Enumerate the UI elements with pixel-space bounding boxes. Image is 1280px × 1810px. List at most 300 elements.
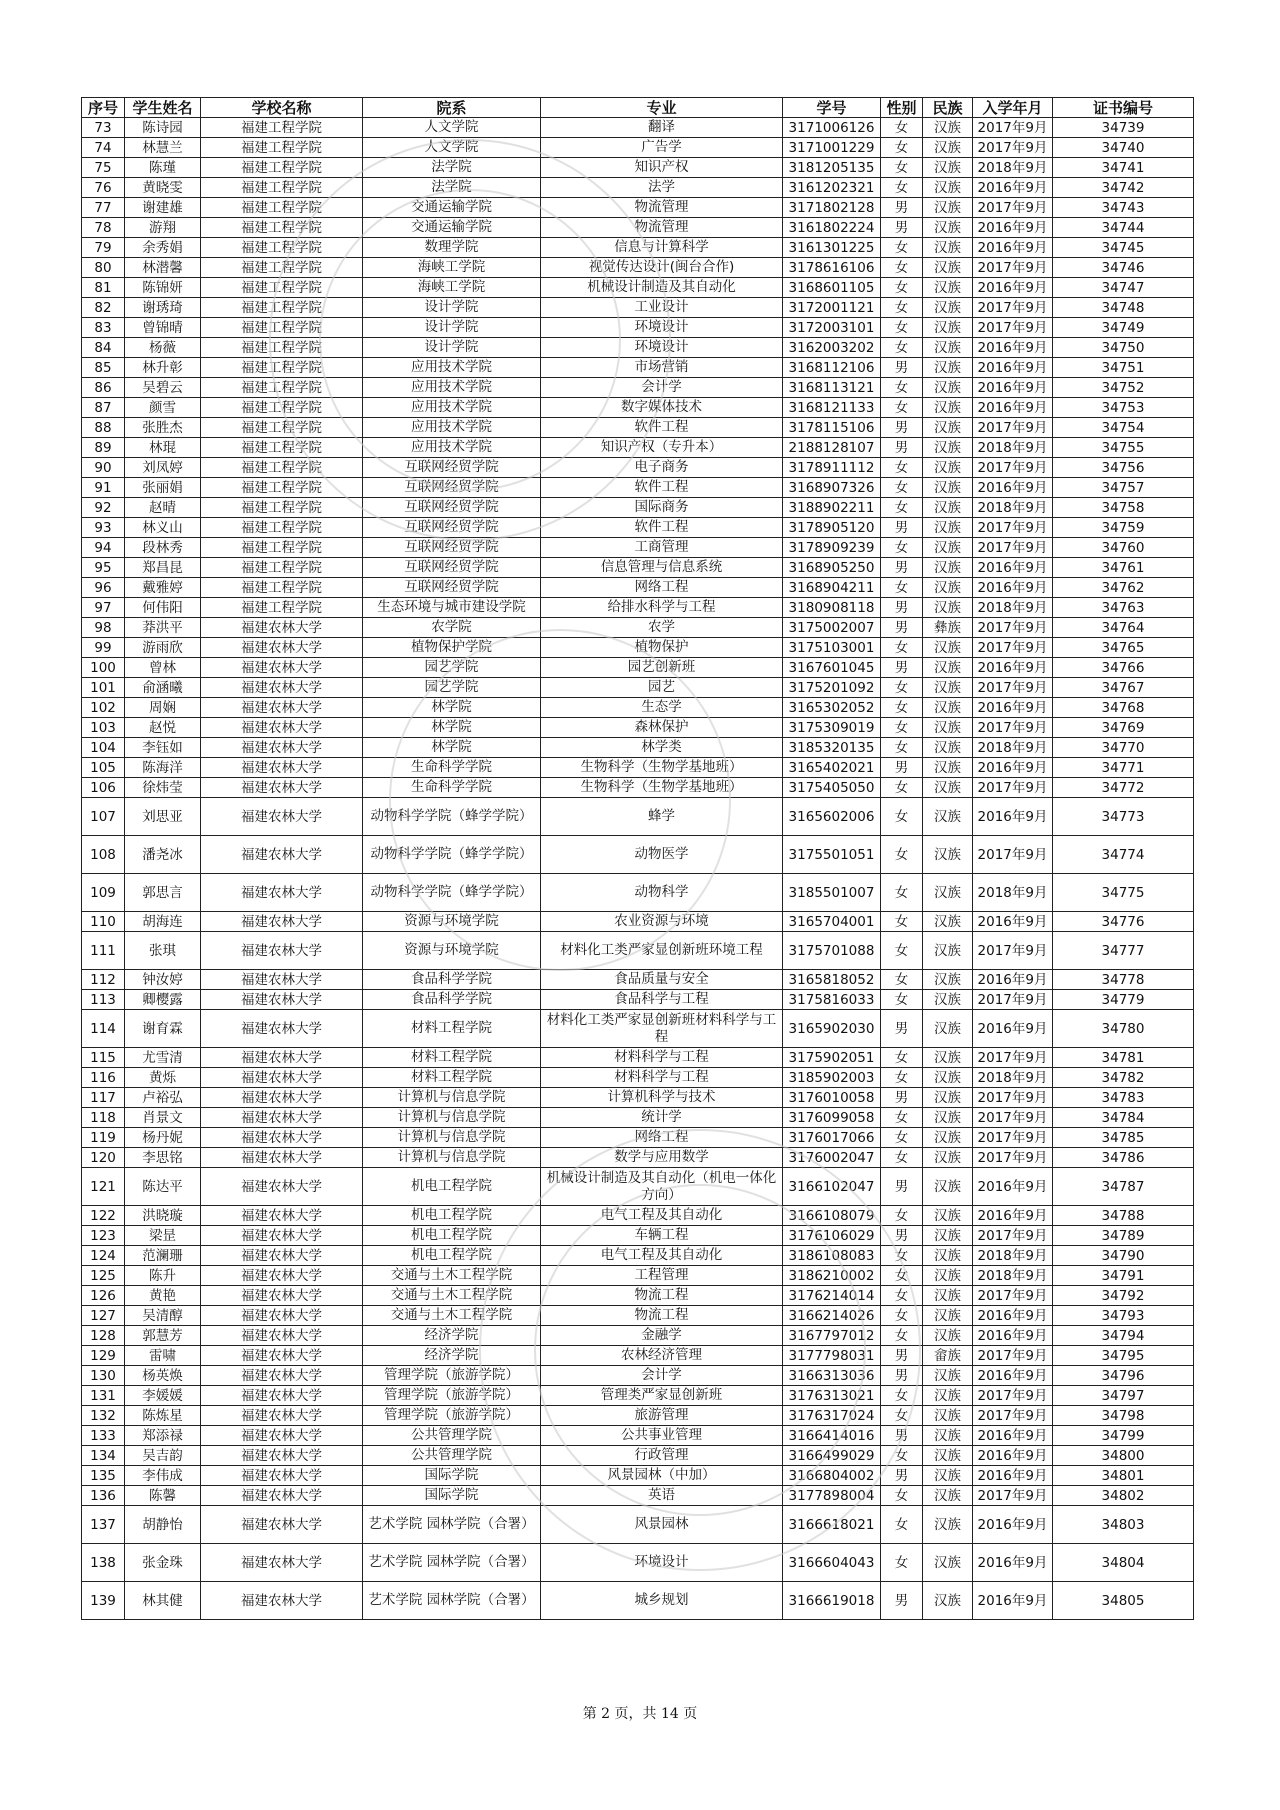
cell-student-name: 陈瑾 <box>125 158 201 178</box>
cell-index: 107 <box>82 798 125 836</box>
cell-index: 83 <box>82 318 125 338</box>
cell-school: 福建农林大学 <box>201 1426 363 1446</box>
cell-enrollment: 2017年9月 <box>973 1108 1053 1128</box>
cell-school: 福建工程学院 <box>201 338 363 358</box>
cell-enrollment: 2017年9月 <box>973 678 1053 698</box>
cell-certificate-no: 34752 <box>1053 378 1194 398</box>
cell-student-id: 3176010058 <box>783 1088 881 1108</box>
cell-index: 82 <box>82 298 125 318</box>
header-major: 专业 <box>541 98 783 118</box>
cell-student-name: 郑添禄 <box>125 1426 201 1446</box>
cell-department: 应用技术学院 <box>363 378 541 398</box>
cell-student-name: 潘尧冰 <box>125 836 201 874</box>
cell-school: 福建农林大学 <box>201 1544 363 1582</box>
cell-certificate-no: 34758 <box>1053 498 1194 518</box>
cell-student-id: 3176106029 <box>783 1226 881 1246</box>
table-row <box>82 758 1194 778</box>
cell-school: 福建农林大学 <box>201 970 363 990</box>
cell-student-name: 游雨欣 <box>125 638 201 658</box>
cell-ethnicity: 汉族 <box>923 498 973 518</box>
cell-student-name: 尤雪清 <box>125 1048 201 1068</box>
cell-index: 108 <box>82 836 125 874</box>
cell-department: 材料工程学院 <box>363 1068 541 1088</box>
cell-major: 网络工程 <box>541 578 783 598</box>
cell-student-id: 3166108079 <box>783 1206 881 1226</box>
cell-ethnicity: 汉族 <box>923 1486 973 1506</box>
cell-ethnicity: 汉族 <box>923 1266 973 1286</box>
cell-ethnicity: 汉族 <box>923 558 973 578</box>
cell-gender: 女 <box>881 1048 923 1068</box>
cell-gender: 女 <box>881 538 923 558</box>
cell-major: 材料科学与工程 <box>541 1068 783 1088</box>
cell-student-name: 俞涵曦 <box>125 678 201 698</box>
cell-major: 车辆工程 <box>541 1226 783 1246</box>
cell-enrollment: 2018年9月 <box>973 1246 1053 1266</box>
table-row <box>82 1406 1194 1426</box>
cell-index: 126 <box>82 1286 125 1306</box>
cell-certificate-no: 34798 <box>1053 1406 1194 1426</box>
cell-school: 福建农林大学 <box>201 738 363 758</box>
table-row <box>82 478 1194 498</box>
cell-department: 互联网经贸学院 <box>363 518 541 538</box>
cell-student-name: 郭思言 <box>125 874 201 912</box>
cell-certificate-no: 34743 <box>1053 198 1194 218</box>
cell-student-name: 段林秀 <box>125 538 201 558</box>
cell-certificate-no: 34775 <box>1053 874 1194 912</box>
cell-gender: 女 <box>881 238 923 258</box>
cell-department: 海峡工学院 <box>363 278 541 298</box>
table-row <box>82 598 1194 618</box>
table-row <box>82 398 1194 418</box>
cell-department: 计算机与信息学院 <box>363 1108 541 1128</box>
cell-enrollment: 2016年9月 <box>973 1206 1053 1226</box>
cell-student-name: 梁昰 <box>125 1226 201 1246</box>
cell-enrollment: 2016年9月 <box>973 758 1053 778</box>
cell-major: 物流工程 <box>541 1286 783 1306</box>
cell-student-name: 李思铭 <box>125 1148 201 1168</box>
cell-enrollment: 2017年9月 <box>973 318 1053 338</box>
header-student-name: 学生姓名 <box>125 98 201 118</box>
cell-certificate-no: 34754 <box>1053 418 1194 438</box>
table-row <box>82 1346 1194 1366</box>
cell-student-name: 陈馨 <box>125 1486 201 1506</box>
cell-ethnicity: 汉族 <box>923 1108 973 1128</box>
cell-index: 106 <box>82 778 125 798</box>
cell-department: 互联网经贸学院 <box>363 578 541 598</box>
cell-department: 艺术学院 园林学院（合署） <box>363 1506 541 1544</box>
cell-student-id: 3165602006 <box>783 798 881 836</box>
cell-enrollment: 2017年9月 <box>973 518 1053 538</box>
table-row <box>82 1128 1194 1148</box>
cell-school: 福建工程学院 <box>201 478 363 498</box>
cell-ethnicity: 汉族 <box>923 836 973 874</box>
cell-major: 风景园林 <box>541 1506 783 1544</box>
cell-ethnicity: 汉族 <box>923 970 973 990</box>
cell-index: 80 <box>82 258 125 278</box>
cell-school: 福建农林大学 <box>201 638 363 658</box>
cell-gender: 男 <box>881 1168 923 1206</box>
table-row <box>82 1306 1194 1326</box>
cell-enrollment: 2017年9月 <box>973 418 1053 438</box>
cell-enrollment: 2016年9月 <box>973 358 1053 378</box>
table-row <box>82 1286 1194 1306</box>
cell-student-name: 林升彰 <box>125 358 201 378</box>
cell-index: 79 <box>82 238 125 258</box>
cell-certificate-no: 34805 <box>1053 1582 1194 1620</box>
cell-gender: 男 <box>881 558 923 578</box>
cell-gender: 女 <box>881 990 923 1010</box>
cell-gender: 女 <box>881 278 923 298</box>
cell-enrollment: 2016年9月 <box>973 218 1053 238</box>
cell-index: 75 <box>82 158 125 178</box>
cell-enrollment: 2017年9月 <box>973 638 1053 658</box>
cell-student-name: 谢育霖 <box>125 1010 201 1048</box>
cell-ethnicity: 汉族 <box>923 1010 973 1048</box>
certificate-list-sheet <box>81 97 1193 1620</box>
cell-student-id: 3161802224 <box>783 218 881 238</box>
cell-gender: 女 <box>881 836 923 874</box>
cell-student-name: 范澜珊 <box>125 1246 201 1266</box>
cell-enrollment: 2016年9月 <box>973 1466 1053 1486</box>
cell-student-id: 3171001229 <box>783 138 881 158</box>
cell-student-name: 杨丹妮 <box>125 1128 201 1148</box>
cell-major: 环境设计 <box>541 318 783 338</box>
cell-ethnicity: 汉族 <box>923 458 973 478</box>
cell-student-id: 3177798031 <box>783 1346 881 1366</box>
cell-gender: 男 <box>881 618 923 638</box>
cell-student-id: 3161301225 <box>783 238 881 258</box>
cell-ethnicity: 汉族 <box>923 378 973 398</box>
cell-gender: 男 <box>881 1366 923 1386</box>
cell-student-name: 徐炜莹 <box>125 778 201 798</box>
cell-ethnicity: 汉族 <box>923 518 973 538</box>
table-row <box>82 912 1194 932</box>
cell-index: 117 <box>82 1088 125 1108</box>
table-row <box>82 418 1194 438</box>
cell-enrollment: 2016年9月 <box>973 698 1053 718</box>
cell-school: 福建工程学院 <box>201 138 363 158</box>
cell-index: 96 <box>82 578 125 598</box>
cell-student-name: 莽洪平 <box>125 618 201 638</box>
cell-index: 104 <box>82 738 125 758</box>
cell-certificate-no: 34740 <box>1053 138 1194 158</box>
cell-student-id: 3175816033 <box>783 990 881 1010</box>
cell-major: 知识产权 <box>541 158 783 178</box>
cell-student-id: 3185501007 <box>783 874 881 912</box>
cell-student-name: 李钰如 <box>125 738 201 758</box>
cell-gender: 女 <box>881 912 923 932</box>
cell-department: 食品科学学院 <box>363 990 541 1010</box>
page-footer: 第 2 页，共 14 页 <box>582 1706 698 1722</box>
cell-major: 工商管理 <box>541 538 783 558</box>
cell-student-id: 3166604043 <box>783 1544 881 1582</box>
cell-index: 74 <box>82 138 125 158</box>
cell-department: 经济学院 <box>363 1326 541 1346</box>
cell-index: 128 <box>82 1326 125 1346</box>
cell-student-name: 陈升 <box>125 1266 201 1286</box>
cell-index: 137 <box>82 1506 125 1544</box>
cell-student-name: 谢琇琦 <box>125 298 201 318</box>
cell-student-id: 3181205135 <box>783 158 881 178</box>
cell-index: 93 <box>82 518 125 538</box>
cell-major: 园艺 <box>541 678 783 698</box>
cell-enrollment: 2016年9月 <box>973 478 1053 498</box>
cell-student-name: 颜雪 <box>125 398 201 418</box>
cell-school: 福建农林大学 <box>201 718 363 738</box>
cell-major: 环境设计 <box>541 338 783 358</box>
cell-school: 福建工程学院 <box>201 418 363 438</box>
cell-enrollment: 2017年9月 <box>973 836 1053 874</box>
table-row <box>82 1246 1194 1266</box>
cell-enrollment: 2016年9月 <box>973 558 1053 578</box>
table-row <box>82 1366 1194 1386</box>
cell-certificate-no: 34745 <box>1053 238 1194 258</box>
cell-school: 福建工程学院 <box>201 518 363 538</box>
cell-index: 98 <box>82 618 125 638</box>
cell-major: 公共事业管理 <box>541 1426 783 1446</box>
cell-enrollment: 2016年9月 <box>973 178 1053 198</box>
cell-gender: 女 <box>881 1266 923 1286</box>
cell-ethnicity: 汉族 <box>923 1466 973 1486</box>
header-gender: 性别 <box>881 98 923 118</box>
cell-enrollment: 2018年9月 <box>973 438 1053 458</box>
cell-ethnicity: 汉族 <box>923 538 973 558</box>
cell-department: 计算机与信息学院 <box>363 1128 541 1148</box>
cell-student-name: 张丽娟 <box>125 478 201 498</box>
cell-gender: 女 <box>881 258 923 278</box>
cell-gender: 女 <box>881 478 923 498</box>
cell-department: 动物科学学院（蜂学学院） <box>363 836 541 874</box>
header-student-id: 学号 <box>783 98 881 118</box>
cell-department: 林学院 <box>363 718 541 738</box>
cell-school: 福建工程学院 <box>201 318 363 338</box>
header-department: 院系 <box>363 98 541 118</box>
cell-ethnicity: 畲族 <box>923 1346 973 1366</box>
cell-certificate-no: 34788 <box>1053 1206 1194 1226</box>
cell-department: 海峡工学院 <box>363 258 541 278</box>
cell-major: 会计学 <box>541 1366 783 1386</box>
cell-school: 福建工程学院 <box>201 498 363 518</box>
cell-gender: 女 <box>881 1148 923 1168</box>
table-row <box>82 498 1194 518</box>
cell-student-id: 3166619018 <box>783 1582 881 1620</box>
cell-certificate-no: 34800 <box>1053 1446 1194 1466</box>
cell-index: 109 <box>82 874 125 912</box>
cell-gender: 女 <box>881 138 923 158</box>
cell-student-id: 3175902051 <box>783 1048 881 1068</box>
cell-major: 机械设计制造及其自动化 <box>541 278 783 298</box>
cell-index: 88 <box>82 418 125 438</box>
cell-major: 城乡规划 <box>541 1582 783 1620</box>
cell-school: 福建农林大学 <box>201 1048 363 1068</box>
table-row <box>82 678 1194 698</box>
cell-certificate-no: 34781 <box>1053 1048 1194 1068</box>
cell-student-id: 3172003101 <box>783 318 881 338</box>
cell-school: 福建农林大学 <box>201 1068 363 1088</box>
cell-gender: 男 <box>881 218 923 238</box>
cell-major: 物流管理 <box>541 198 783 218</box>
cell-department: 机电工程学院 <box>363 1246 541 1266</box>
cell-enrollment: 2017年9月 <box>973 258 1053 278</box>
cell-student-name: 赵晴 <box>125 498 201 518</box>
cell-ethnicity: 汉族 <box>923 990 973 1010</box>
cell-department: 林学院 <box>363 738 541 758</box>
cell-certificate-no: 34765 <box>1053 638 1194 658</box>
cell-gender: 女 <box>881 1486 923 1506</box>
cell-student-id: 3176002047 <box>783 1148 881 1168</box>
cell-index: 119 <box>82 1128 125 1148</box>
table-row <box>82 118 1194 138</box>
cell-student-id: 3178909239 <box>783 538 881 558</box>
cell-certificate-no: 34761 <box>1053 558 1194 578</box>
cell-department: 生命科学学院 <box>363 778 541 798</box>
cell-enrollment: 2016年9月 <box>973 578 1053 598</box>
cell-department: 国际学院 <box>363 1486 541 1506</box>
cell-major: 软件工程 <box>541 418 783 438</box>
table-row <box>82 1068 1194 1088</box>
cell-ethnicity: 汉族 <box>923 138 973 158</box>
cell-student-name: 陈锦妍 <box>125 278 201 298</box>
cell-student-name: 谢建雄 <box>125 198 201 218</box>
cell-certificate-no: 34767 <box>1053 678 1194 698</box>
cell-school: 福建农林大学 <box>201 758 363 778</box>
table-row <box>82 1544 1194 1582</box>
cell-school: 福建工程学院 <box>201 558 363 578</box>
cell-school: 福建农林大学 <box>201 1226 363 1246</box>
cell-school: 福建农林大学 <box>201 1582 363 1620</box>
cell-student-id: 3176017066 <box>783 1128 881 1148</box>
table-row <box>82 798 1194 836</box>
cell-index: 84 <box>82 338 125 358</box>
cell-certificate-no: 34773 <box>1053 798 1194 836</box>
cell-school: 福建农林大学 <box>201 912 363 932</box>
table-row <box>82 658 1194 678</box>
cell-index: 76 <box>82 178 125 198</box>
cell-gender: 女 <box>881 638 923 658</box>
cell-school: 福建农林大学 <box>201 1168 363 1206</box>
cell-major: 信息管理与信息系统 <box>541 558 783 578</box>
cell-student-name: 刘思亚 <box>125 798 201 836</box>
cell-student-id: 3168601105 <box>783 278 881 298</box>
cell-major: 物流工程 <box>541 1306 783 1326</box>
cell-major: 行政管理 <box>541 1446 783 1466</box>
cell-student-name: 雷啸 <box>125 1346 201 1366</box>
cell-certificate-no: 34774 <box>1053 836 1194 874</box>
cell-ethnicity: 汉族 <box>923 638 973 658</box>
cell-department: 动物科学学院（蜂学学院） <box>363 798 541 836</box>
cell-department: 经济学院 <box>363 1346 541 1366</box>
cell-student-id: 3161202321 <box>783 178 881 198</box>
cell-student-id: 3165818052 <box>783 970 881 990</box>
cell-enrollment: 2017年9月 <box>973 1486 1053 1506</box>
table-row <box>82 932 1194 970</box>
cell-department: 生命科学学院 <box>363 758 541 778</box>
cell-student-name: 卢裕弘 <box>125 1088 201 1108</box>
cell-student-name: 林潜馨 <box>125 258 201 278</box>
cell-ethnicity: 汉族 <box>923 1446 973 1466</box>
cell-major: 软件工程 <box>541 518 783 538</box>
cell-index: 92 <box>82 498 125 518</box>
cell-enrollment: 2016年9月 <box>973 278 1053 298</box>
cell-major: 法学 <box>541 178 783 198</box>
cell-ethnicity: 汉族 <box>923 398 973 418</box>
cell-department: 材料工程学院 <box>363 1048 541 1068</box>
cell-gender: 女 <box>881 798 923 836</box>
table-row <box>82 1148 1194 1168</box>
cell-certificate-no: 34750 <box>1053 338 1194 358</box>
cell-school: 福建农林大学 <box>201 836 363 874</box>
cell-ethnicity: 汉族 <box>923 318 973 338</box>
cell-certificate-no: 34747 <box>1053 278 1194 298</box>
cell-student-name: 林其健 <box>125 1582 201 1620</box>
cell-department: 材料工程学院 <box>363 1010 541 1048</box>
cell-ethnicity: 汉族 <box>923 298 973 318</box>
cell-gender: 男 <box>881 1582 923 1620</box>
cell-certificate-no: 34787 <box>1053 1168 1194 1206</box>
cell-enrollment: 2018年9月 <box>973 874 1053 912</box>
header-enrollment: 入学年月 <box>973 98 1053 118</box>
cell-index: 123 <box>82 1226 125 1246</box>
cell-index: 129 <box>82 1346 125 1366</box>
cell-enrollment: 2016年9月 <box>973 398 1053 418</box>
cell-major: 森林保护 <box>541 718 783 738</box>
cell-major: 金融学 <box>541 1326 783 1346</box>
table-row <box>82 1108 1194 1128</box>
cell-gender: 男 <box>881 358 923 378</box>
cell-ethnicity: 汉族 <box>923 1286 973 1306</box>
cell-department: 农学院 <box>363 618 541 638</box>
cell-student-name: 余秀娟 <box>125 238 201 258</box>
cell-ethnicity: 汉族 <box>923 1306 973 1326</box>
cell-student-name: 林慧兰 <box>125 138 201 158</box>
cell-enrollment: 2018年9月 <box>973 158 1053 178</box>
table-row <box>82 1088 1194 1108</box>
cell-student-id: 3175103001 <box>783 638 881 658</box>
cell-major: 材料化工类严家显创新班材料科学与工程 <box>541 1010 783 1048</box>
cell-enrollment: 2017年9月 <box>973 990 1053 1010</box>
table-row <box>82 1426 1194 1446</box>
cell-ethnicity: 汉族 <box>923 198 973 218</box>
table-row <box>82 558 1194 578</box>
cell-student-id: 3178616106 <box>783 258 881 278</box>
cell-department: 互联网经贸学院 <box>363 458 541 478</box>
cell-major: 生物科学（生物学基地班） <box>541 758 783 778</box>
cell-department: 管理学院（旅游学院） <box>363 1406 541 1426</box>
cell-student-id: 3178911112 <box>783 458 881 478</box>
cell-department: 国际学院 <box>363 1466 541 1486</box>
cell-enrollment: 2016年9月 <box>973 1326 1053 1346</box>
cell-school: 福建农林大学 <box>201 1386 363 1406</box>
cell-certificate-no: 34762 <box>1053 578 1194 598</box>
cell-gender: 女 <box>881 298 923 318</box>
cell-student-name: 游翔 <box>125 218 201 238</box>
cell-certificate-no: 34766 <box>1053 658 1194 678</box>
cell-school: 福建农林大学 <box>201 932 363 970</box>
cell-gender: 女 <box>881 932 923 970</box>
cell-student-name: 林琨 <box>125 438 201 458</box>
cell-enrollment: 2018年9月 <box>973 1068 1053 1088</box>
cell-ethnicity: 汉族 <box>923 1366 973 1386</box>
cell-enrollment: 2017年9月 <box>973 932 1053 970</box>
cell-student-name: 郭慧芳 <box>125 1326 201 1346</box>
cell-student-name: 张琪 <box>125 932 201 970</box>
cell-student-id: 3168121133 <box>783 398 881 418</box>
cell-index: 113 <box>82 990 125 1010</box>
table-row <box>82 338 1194 358</box>
table-row <box>82 618 1194 638</box>
cell-major: 知识产权（专升本） <box>541 438 783 458</box>
cell-major: 广告学 <box>541 138 783 158</box>
